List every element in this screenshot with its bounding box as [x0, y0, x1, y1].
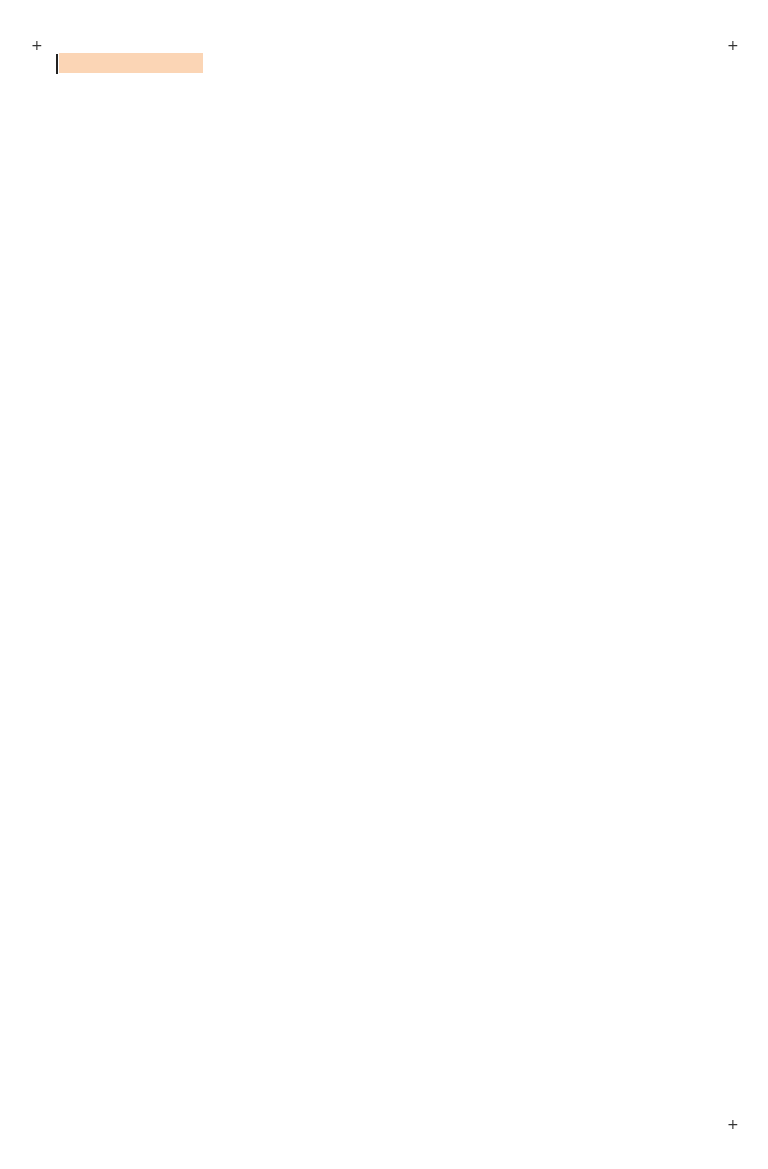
crop-mark: + [727, 1117, 739, 1133]
page-number-divider [56, 54, 58, 74]
crop-mark: + [31, 38, 43, 54]
header-band-left [59, 53, 203, 73]
crop-mark: + [727, 38, 739, 54]
